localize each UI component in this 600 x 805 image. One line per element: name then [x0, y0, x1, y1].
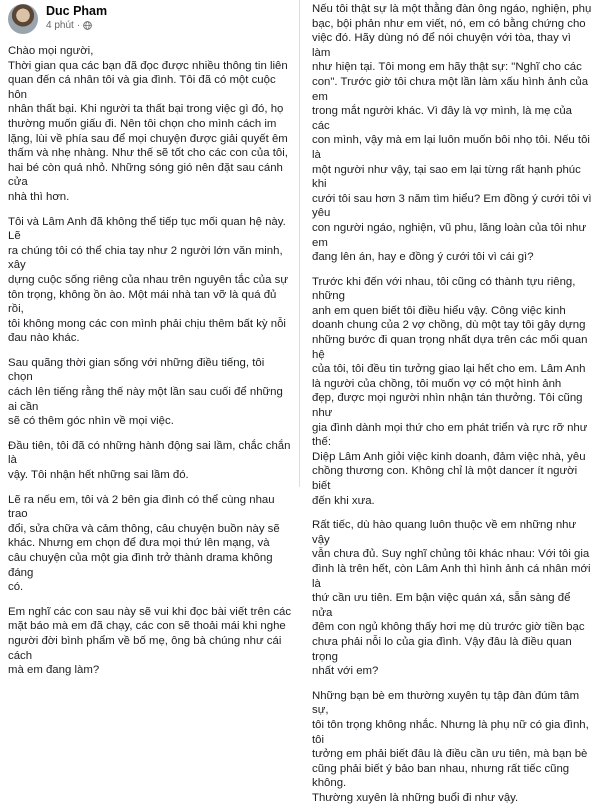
paragraph-7: Nếu tôi thật sự là một thằng đàn ông ngáo, nghiện, phụ bạc, bội phản như em viết, nó, em có bằng chứng cho việc đó. Hãy dùng nó để nói chuyện với tòa, thay vì làm như hiện tại. Tôi mong em hãy thật sự: "Nghĩ cho các con". Trước giờ tôi chưa một lần làm xấu hình ảnh của em trong mắt người khác. Vì đây là vợ mình, là mẹ của các con mình, vậy mà em lại luôn muốn bôi nhọ tôi. Nếu tôi là một người như vậy, tại sao em lại từng rất hạnh phúc khi cưới tôi sau hơn 3 năm tìm hiểu? Em đồng ý cưới tôi vì yêu con người ngáo, nghiện, vũ phu, lăng loàn của tôi như em đang lên án, hay e đồng ý cưới tôi vì cái gì?	[312, 3, 592, 264]
paragraph-6: Em nghĩ các con sau này sẽ vui khi đọc bài viết trên các mặt báo mà em đã chạy, các con sẽ thoải mái khi nghe người đời bình phẩm về bố mẹ, ông bà chúng như cái cách mà em đang làm?	[8, 605, 292, 677]
paragraph-2: Tôi và Lâm Anh đã không thể tiếp tục mối quan hệ này. Lẽ ra chúng tôi có thể chia tay như 2 người lớn văn minh, xây dựng cuộc sống riêng của nhau trên nguyên tắc của sự tôn trọng, không ồn ào. Một mái nhà tan vỡ là quá đủ rồi, tôi không mong các con mình phải chịu thêm bất kỳ nỗi đau nào khác.	[8, 215, 288, 345]
post-time-row: 4 phút ·	[46, 19, 107, 32]
paragraph-9: Rất tiếc, dù hào quang luôn thuộc về em những như vậy vẫn chưa đủ. Suy nghĩ chủng tôi khác nhau: Với tôi gia đình là trên hết, còn Lâm Anh thì hình ảnh cá nhân mới là thứ cần ưu tiên. Em bận việc quán xá, sẵn sàng để nửa đêm con ngủ không thấy hơi mẹ dù trước giờ tiền bạc chưa phải nỗi lo của gia đình. Vậy đâu là điều quan trọng nhất với em?	[312, 519, 591, 678]
paragraph-3: Sau quãng thời gian sống với những điều tiếng, tôi chọn cách lên tiếng rằng thế này một lần sau cuối để những ai cần sẽ có thêm góc nhìn về mọi việc.	[8, 356, 283, 428]
author-name[interactable]: Duc Pham	[46, 4, 108, 18]
paragraph-4: Đầu tiên, tôi đã có những hành động sai lầm, chắc chắn là vậy. Tôi nhận hết những sai lầm đó.	[8, 439, 291, 482]
avatar[interactable]	[8, 4, 38, 34]
paragraph-8: Trước khi đến với nhau, tôi cũng có thành tựu riêng, những anh em quen biết tôi điều hiểu vậy. Công việc kinh doanh chung của 2 vợ chồng, dù một tay tôi gây dựng những bước đi quan trọng nhất dựa trên các mối quan hệ của tôi, tôi đều tin tưởng giao lại hết cho em. Lâm Anh là người của chồng, tôi muốn vợ có một hình ảnh đẹp, được mọi người nhìn nhận tán thưởng. Tôi cũng như gia đình dành mọi thứ cho em phát triển và rực rỡ như thế: Diệp Lâm Anh giỏi việc kinh doanh, đảm việc nhà, yêu chồng thương con. Không chỉ là một dancer ít người biết đến khi xưa.	[312, 275, 588, 507]
paragraph-1: Thời gian qua các bạn đã đọc được nhiều thông tin liên quan đến cá nhân tôi và gia đình. Tôi đã có một cuộc hôn nhân thất bại. Khi người ta thất bại trong việc gì đó, họ thường muốn giấu đi. Nên tôi chọn cho mình cách im lặng, lùi về phía sau để mọi chuyện được giải quyết êm thấm và nhẹ nhàng. Như thế sẽ tốt cho các con của tôi, hai bé còn quá nhỏ. Những sóng gió nên đặt sau cánh cửa nhà thì hơn.	[8, 59, 288, 203]
globe-icon	[83, 21, 92, 30]
paragraph-5: Lẽ ra nếu em, tôi và 2 bên gia đình có thể cùng nhau trao đổi, sửa chữa và cảm thông, câu chuyện buồn này sẽ khác. Nhưng em chọn để đưa mọi thứ lên mạng, và câu chuyện của một gia đình trở thành drama không đáng có.	[8, 493, 280, 594]
paragraph-10: Những bạn bè em thường xuyên tụ tập đàn đúm tâm sự, tôi tôn trọng không nhắc. Nhưng là phụ nữ có gia đình, tôi tưởng em phải biết đâu là điều cần ưu tiên, mà bạn bè cũng phải biết ý bảo ban nhau, nhưng rất tiếc cũng không. Thường xuyên là những buổi đi như vậy.	[312, 689, 589, 804]
right-column	[300, 0, 600, 804]
post-header	[8, 4, 291, 40]
left-column	[0, 0, 300, 677]
greeting-text: Chào mọi người,	[8, 45, 94, 57]
post-meta	[46, 4, 107, 32]
post-time[interactable]: 4 phút	[46, 20, 74, 31]
